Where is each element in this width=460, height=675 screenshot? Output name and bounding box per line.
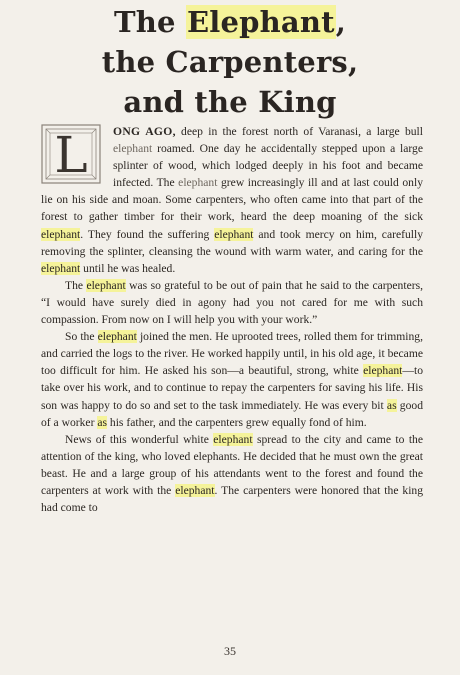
text-run: spread to the city and came to the attention of the king, who loved elephants. He decided that he must own the great beast. He and a large group of his attendants went to the forest and found the carpenters at work with the (41, 432, 424, 497)
text-run: and took mercy on him, carefully removing the splinter, cleansing the wound with warm water, and caring for the (41, 227, 423, 258)
highlighted-word: elephant (41, 227, 81, 241)
text-run: So the (65, 330, 98, 344)
text-run: joined the men. He uprooted trees, rolled them for trimming, and carried the logs to the river. He worked happily until, in his old age, it became too difficult for him. He asked his son—a beautiful, strong, white (41, 330, 423, 378)
title-text: , (335, 5, 347, 39)
story-body (41, 123, 423, 516)
text-run: his father, and the carpenters grew equally fond of him. (107, 415, 367, 429)
text-run: deep in the forest north of Varanasi, a large bull (175, 125, 423, 138)
opening-words: ONG AGO, (113, 125, 176, 138)
text-run: was so grateful to be out of pain that he said to the carpenters, “I would have surely died in agony had you not cared for me with such compassion. From now on I will help you with your work.” (41, 278, 423, 327)
paragraph (41, 431, 423, 516)
highlighted-word: elephant (41, 261, 81, 275)
story-title (0, 2, 460, 122)
highlighted-word: elephant (97, 330, 137, 344)
text-run: until he was healed. (80, 261, 176, 275)
paragraph (41, 277, 423, 328)
text-run: good of a worker (41, 398, 423, 429)
title-line-3: and the King (123, 85, 337, 119)
drop-cap (41, 124, 101, 184)
text-run: roamed. One day he accidentally stepped upon a large splinter of wood, which lodged deeply in his foot and became infected. The (113, 142, 423, 190)
text-run: News of this wonderful white (65, 432, 214, 446)
text-run: The (65, 278, 87, 292)
highlighted-word: as (97, 415, 108, 429)
title-line-2: the Carpenters, (101, 45, 359, 79)
text-run: . They found the suffering (80, 227, 215, 241)
title-text: The (113, 5, 186, 39)
text-run: elephant (113, 142, 153, 156)
text-run: grew increasingly ill and at last could only lie on his side and moan. Some carpenters, who often came into that part of the forest to gather timber for their work, heard the deep moaning of the sick (41, 176, 423, 224)
highlighted-word: elephant (214, 227, 254, 241)
paragraph (41, 328, 423, 431)
drop-cap-letter: L (54, 126, 88, 184)
text-run: . The carpenters were honored that the king had come to (41, 483, 424, 515)
paragraph (41, 123, 423, 277)
text-run: elephant (178, 176, 218, 190)
highlighted-word: Elephant (186, 5, 335, 39)
highlighted-word: elephant (213, 432, 253, 446)
highlighted-word: as (386, 398, 397, 412)
page-number: 35 (224, 644, 236, 658)
highlighted-word: elephant (363, 364, 403, 378)
text-run: —to take over his work, and to continue to repay the carpenters for saving his life. His son was happy to do so and set to the task immediately. He was every bit (41, 364, 423, 412)
highlighted-word: elephant (175, 483, 215, 497)
highlighted-word: elephant (86, 278, 126, 292)
title-line-1 (0, 2, 460, 42)
